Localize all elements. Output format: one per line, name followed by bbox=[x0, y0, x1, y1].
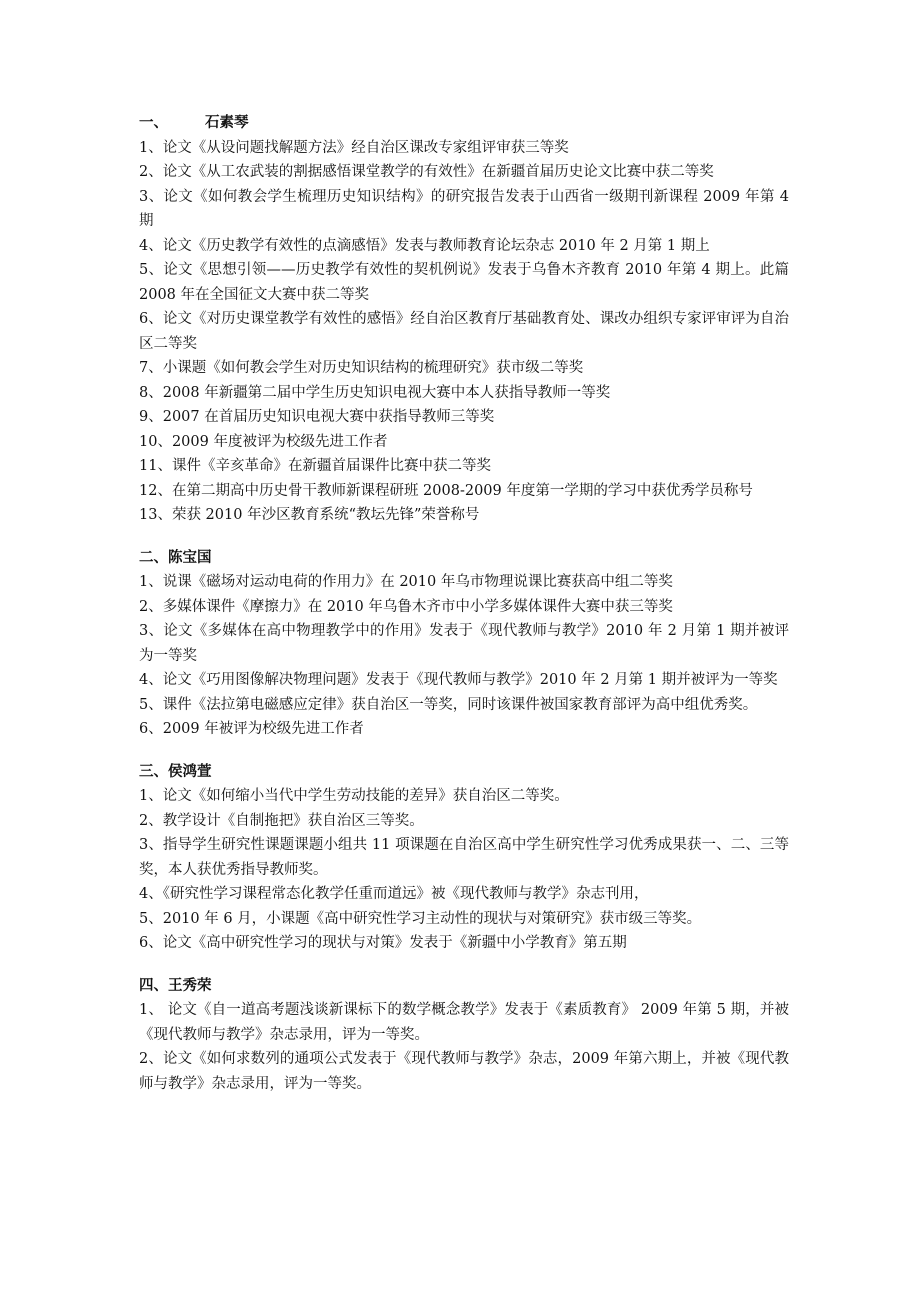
section-number: 三、 bbox=[139, 763, 168, 780]
list-item: 1、说课《磁场对运动电荷的作用力》在 2010 年乌市物理说课比赛获高中组二等奖 bbox=[139, 574, 673, 590]
list-item: 1、论文《从设问题找解题方法》经自治区课改专家组评审获三等奖 bbox=[139, 139, 569, 156]
list-item: 2、教学设计《自制拖把》获自治区三等奖。 bbox=[139, 812, 424, 829]
document-body bbox=[139, 111, 789, 1114]
list-item: 3、论文《如何教会学生梳理历史知识结构》的研究报告发表于山西省一级期刊新课程 2009 年第 4 期 bbox=[139, 188, 789, 229]
section-name: 侯鸿萱 bbox=[168, 763, 212, 780]
list-item: 5、课件《法拉第电磁感应定律》获自治区一等奖，同时该课件被国家教育部评为高中组优秀奖。 bbox=[139, 696, 758, 713]
section-heading bbox=[139, 111, 789, 136]
list-item: 9、2007 在首届历史知识电视大赛中获指导教师三等奖 bbox=[139, 409, 495, 425]
list-item: 3、论文《多媒体在高中物理教学中的作用》发表于《现代教师与教学》2010 年 2 月第 1 期并被评为一等奖 bbox=[139, 623, 789, 664]
list-item: 6、论文《对历史课堂教学有效性的感悟》经自治区教育厅基础教育处、课改办组织专家评审评为自治区二等奖 bbox=[139, 311, 789, 352]
section-name: 王秀荣 bbox=[168, 977, 212, 994]
list-item: 10、2009 年度被评为校级先进工作者 bbox=[139, 433, 388, 450]
list-item: 13、荣获 2010 年沙区教育系统“教坛先锋”荣誉称号 bbox=[139, 507, 480, 523]
section-name: 陈宝国 bbox=[168, 549, 212, 566]
list-item: 3、指导学生研究性课题课题小组共 11 项课题在自治区高中学生研究性学习优秀成果获一、二、三等奖，本人获优秀指导教师奖。 bbox=[139, 837, 789, 878]
list-item: 2、论文《如何求数列的通项公式发表于《现代教师与教学》杂志，2009 年第六期上，并被《现代教师与教学》杂志录用，评为一等奖。 bbox=[139, 1051, 789, 1092]
section-1 bbox=[139, 111, 789, 528]
list-item: 2、多媒体课件《摩擦力》在 2010 年乌鲁木齐市中小学多媒体课件大赛中获三等奖 bbox=[139, 598, 673, 615]
section-4 bbox=[139, 974, 789, 1097]
list-item: 1、 论文《自一道高考题浅谈新课标下的数学概念教学》发表于《素质教育》 2009 年第 5 期，并被《现代教师与教学》杂志录用，评为一等奖。 bbox=[139, 1002, 789, 1043]
section-heading bbox=[139, 974, 789, 999]
list-item: 2、论文《从工农武装的割据感悟课堂教学的有效性》在新疆首届历史论文比赛中获二等奖 bbox=[139, 164, 714, 180]
section-heading bbox=[139, 760, 789, 785]
section-heading bbox=[139, 546, 789, 571]
list-item: 6、2009 年被评为校级先进工作者 bbox=[139, 721, 364, 737]
list-item: 12、在第二期高中历史骨干教师新课程研班 2008-2009 年度第一学期的学习中获优秀学员称号 bbox=[139, 482, 753, 499]
list-item: 1、论文《如何缩小当代中学生劳动技能的差异》获自治区二等奖。 bbox=[139, 788, 569, 804]
section-3 bbox=[139, 760, 789, 956]
list-item: 7、小课题《如何教会学生对历史知识结构的梳理研究》获市级二等奖 bbox=[139, 360, 584, 376]
list-item: 6、论文《高中研究性学习的现状与对策》发表于《新疆中小学教育》第五期 bbox=[139, 935, 627, 951]
list-item: 4、论文《巧用图像解决物理问题》发表于《现代教师与教学》2010 年 2 月第 1 期并被评为一等奖 bbox=[139, 672, 778, 688]
list-item: 8、2008 年新疆第二届中学生历史知识电视大赛中本人获指导教师一等奖 bbox=[139, 384, 611, 401]
section-number: 二、 bbox=[139, 549, 168, 566]
list-item: 11、课件《辛亥革命》在新疆首届课件比赛中获二等奖 bbox=[139, 458, 491, 474]
list-item: 4、《研究性学习课程常态化教学任重而道远》被《现代教师与教学》杂志刊用， bbox=[139, 886, 649, 902]
list-item: 4、论文《历史教学有效性的点滴感悟》发表与教师教育论坛杂志 2010 年 2 月第 1 期上 bbox=[139, 237, 710, 254]
section-number: 一、 bbox=[139, 115, 168, 131]
section-number: 四、 bbox=[139, 977, 168, 994]
section-name: 石素琴 bbox=[205, 115, 249, 131]
section-2 bbox=[139, 546, 789, 742]
list-item: 5、2010 年 6 月，小课题《高中研究性学习主动性的现状与对策研究》获市级三等奖。 bbox=[139, 910, 702, 927]
list-item: 5、论文《思想引领——历史教学有效性的契机例说》发表于乌鲁木齐教育 2010 年第 4 期上。此篇 2008 年在全国征文大赛中获二等奖 bbox=[139, 262, 789, 303]
